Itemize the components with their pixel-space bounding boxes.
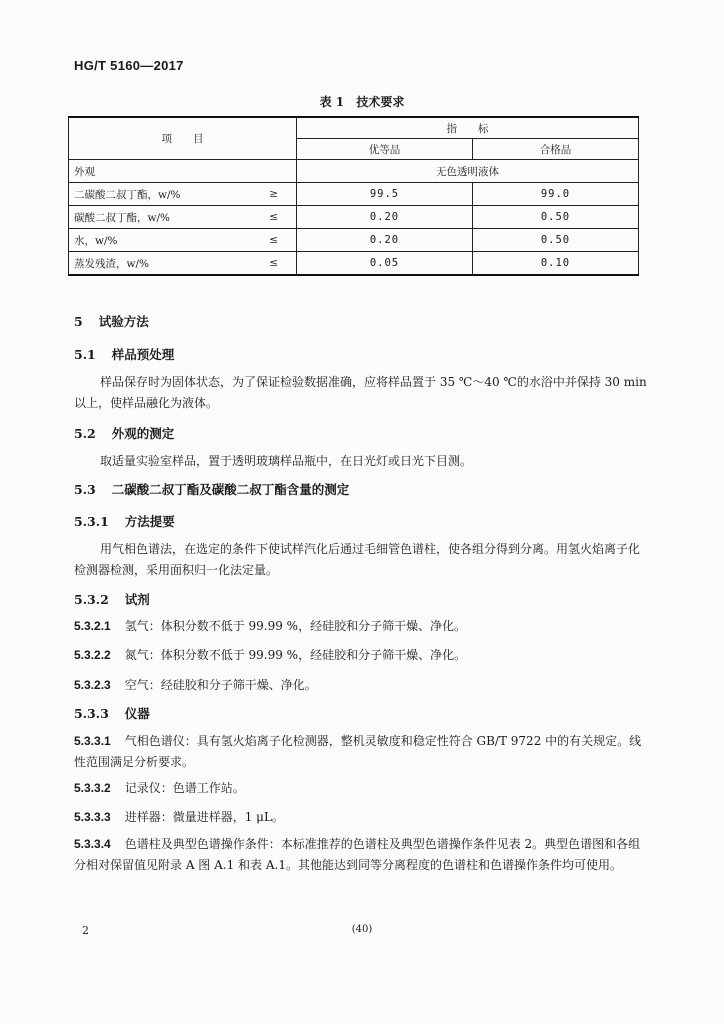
clause-text: 氮气：体积分数不低于 99.99 %，经硅胶和分子筛干燥、净化。 bbox=[124, 648, 467, 662]
section-title: 试验方法 bbox=[98, 314, 149, 329]
section-5-1-heading bbox=[74, 345, 174, 363]
clause-number: 5.3.3.2 bbox=[74, 781, 111, 795]
section-5-3-1-heading bbox=[74, 512, 175, 530]
col-header-qualified: 合格品 bbox=[473, 139, 639, 160]
section-title: 试剂 bbox=[124, 592, 150, 607]
row-item: 外观 bbox=[69, 160, 297, 183]
clause-number: 5.3.2.2 bbox=[74, 648, 111, 662]
row-relation: ≤ bbox=[243, 206, 297, 229]
row-qualified: 0.50 bbox=[473, 229, 639, 252]
section-number: 5.3.2 bbox=[74, 592, 109, 607]
section-title: 外观的测定 bbox=[111, 426, 175, 441]
clause-text: 空气：经硅胶和分子筛干燥、净化。 bbox=[124, 678, 317, 692]
section-5-3-3-heading bbox=[74, 704, 150, 722]
row-superior: 0.20 bbox=[297, 229, 473, 252]
row-item: 二碳酸二叔丁酯，w/% bbox=[69, 183, 244, 206]
clause-5-3-3-3 bbox=[74, 807, 650, 828]
row-qualified: 99.0 bbox=[473, 183, 639, 206]
table-row bbox=[69, 160, 639, 183]
row-superior: 0.20 bbox=[297, 206, 473, 229]
table-row bbox=[69, 183, 639, 206]
table-row bbox=[69, 252, 639, 276]
row-superior: 0.05 bbox=[297, 252, 473, 276]
section-5-3-heading bbox=[74, 480, 349, 498]
col-header-index: 指 标 bbox=[297, 117, 639, 139]
clause-text: 气相色谱仪：具有氢火焰离子化检测器，整机灵敏度和稳定性符合 GB/T 9722 中的有关规定。线性范围满足分析要求。 bbox=[74, 734, 642, 769]
table-title bbox=[0, 93, 724, 110]
section-5-1-text: 样品保存时为固体状态，为了保证检验数据准确，应将样品置于 35 ℃～40 ℃的水浴中并保持 30 min 以上，使样品融化为液体。 bbox=[74, 375, 647, 410]
volume-page-number: (40) bbox=[351, 924, 373, 935]
clause-5-3-2-2 bbox=[74, 645, 650, 666]
clause-5-3-2-3 bbox=[74, 675, 650, 696]
clause-text: 色谱柱及典型色谱操作条件：本标准推荐的色谱柱及典型色谱操作条件见表 2。典型色谱图和各组分相对保留值见附录 A 图 A.1 和表 A.1。其他能达到同等分离程度的色谱柱和色谱操作条件均可使用。 bbox=[74, 837, 641, 872]
clause-text: 氢气：体积分数不低于 99.99 %，经硅胶和分子筛干燥、净化。 bbox=[124, 619, 467, 633]
section-5-2-text: 取适量实验室样品，置于透明玻璃样品瓶中，在日光灯或日光下目测。 bbox=[100, 454, 473, 468]
section-5-3-1-text: 用气相色谱法，在选定的条件下使试样汽化后通过毛细管色谱柱，使各组分得到分离。用氢火焰离子化检测器检测，采用面积归一化法定量。 bbox=[74, 542, 641, 577]
section-number: 5.2 bbox=[74, 426, 96, 441]
section-5-heading bbox=[74, 312, 149, 330]
row-value-appearance: 无色透明液体 bbox=[297, 160, 639, 183]
row-relation: ≤ bbox=[243, 229, 297, 252]
section-number: 5.3.3 bbox=[74, 706, 109, 721]
table-row bbox=[69, 229, 639, 252]
clause-5-3-3-4 bbox=[74, 834, 650, 876]
section-title: 方法提要 bbox=[124, 514, 175, 529]
clause-text: 记录仪：色谱工作站。 bbox=[124, 781, 245, 795]
clause-number: 5.3.2.3 bbox=[74, 678, 111, 692]
section-5-3-2-heading bbox=[74, 590, 150, 608]
row-superior: 99.5 bbox=[297, 183, 473, 206]
technical-requirements-table bbox=[68, 116, 639, 276]
clause-5-3-3-2 bbox=[74, 778, 650, 799]
clause-number: 5.3.2.1 bbox=[74, 619, 111, 633]
table-caption: 技术要求 bbox=[356, 95, 405, 109]
col-header-item: 项 目 bbox=[69, 117, 297, 160]
row-relation: ≥ bbox=[243, 183, 297, 206]
col-header-superior: 优等品 bbox=[297, 139, 473, 160]
section-title: 样品预处理 bbox=[111, 347, 175, 362]
section-title: 仪器 bbox=[124, 706, 150, 721]
row-item: 水，w/% bbox=[69, 229, 244, 252]
section-number: 5 bbox=[74, 314, 83, 329]
section-title: 二碳酸二叔丁酯及碳酸二叔丁酯含量的测定 bbox=[111, 482, 350, 497]
clause-5-3-3-1 bbox=[74, 731, 650, 773]
row-item: 碳酸二叔丁酯，w/% bbox=[69, 206, 244, 229]
section-number: 5.3 bbox=[74, 482, 96, 497]
row-qualified: 0.50 bbox=[473, 206, 639, 229]
clause-number: 5.3.3.1 bbox=[74, 734, 111, 748]
clause-number: 5.3.3.4 bbox=[74, 837, 111, 851]
row-qualified: 0.10 bbox=[473, 252, 639, 276]
row-relation: ≤ bbox=[243, 252, 297, 276]
row-item: 蒸发残渣，w/% bbox=[69, 252, 244, 276]
clause-text: 进样器：微量进样器，1 μL。 bbox=[124, 810, 284, 824]
section-5-2-heading bbox=[74, 424, 174, 442]
clause-number: 5.3.3.3 bbox=[74, 810, 111, 824]
page-number: 2 bbox=[82, 924, 89, 937]
section-number: 5.1 bbox=[74, 347, 96, 362]
table-row bbox=[69, 206, 639, 229]
table-number: 表 1 bbox=[319, 95, 345, 109]
standard-code: HG/T 5160—2017 bbox=[74, 58, 184, 73]
section-number: 5.3.1 bbox=[74, 514, 109, 529]
clause-5-3-2-1 bbox=[74, 616, 650, 637]
